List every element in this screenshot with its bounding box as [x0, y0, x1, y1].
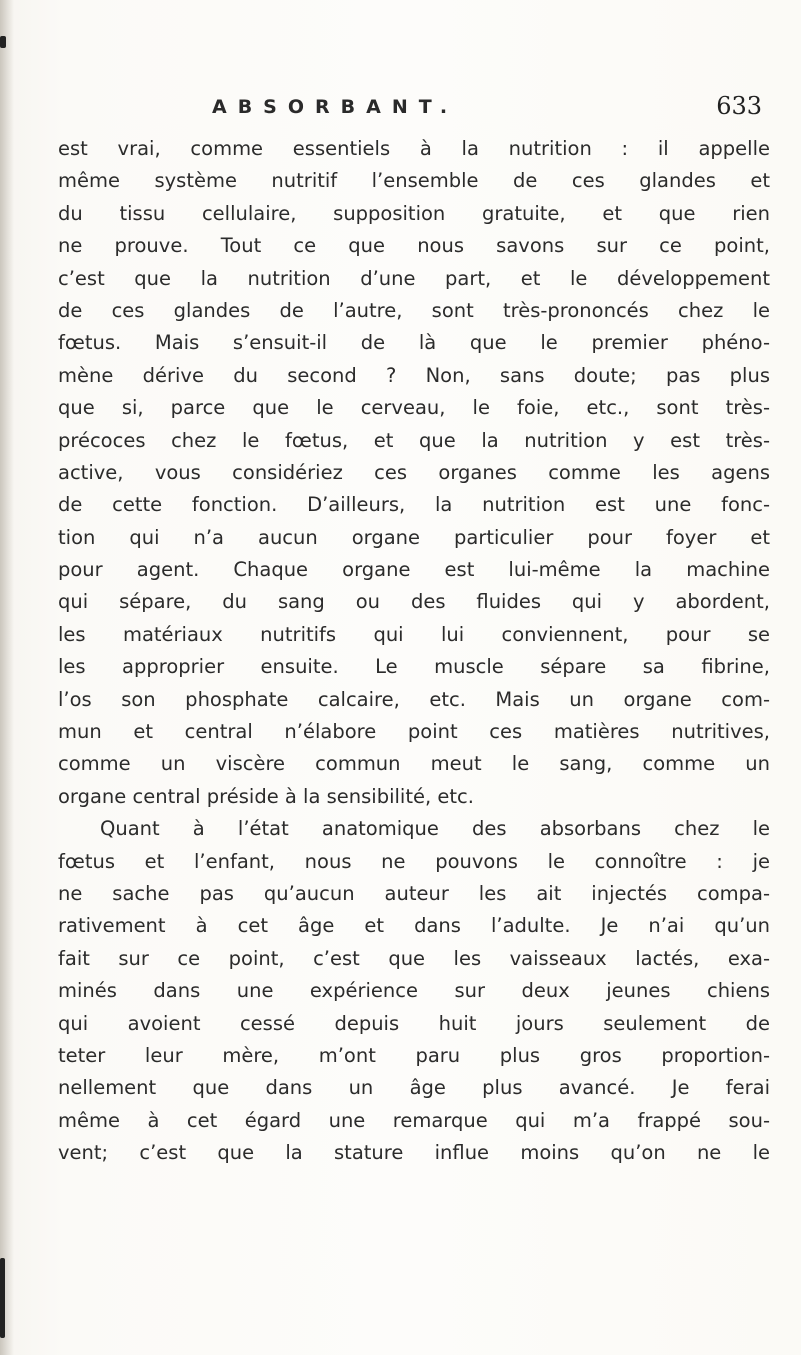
text-line: minés dans une expérience sur deux jeunes chiens	[58, 979, 770, 1003]
text-line: même système nutritif l’ensemble de ces glandes et	[58, 169, 770, 193]
text-line: l’os son phosphate calcaire, etc. Mais un organe com-	[58, 687, 770, 711]
text-line: est vrai, comme essentiels à la nutrition : il appelle	[58, 137, 770, 160]
text-line: pour agent. Chaque organe est lui-même la machine	[58, 558, 770, 582]
text-line: ne sache pas qu’aucun auteur les ait injectés compa-	[58, 881, 770, 905]
text-line: fait sur ce point, c’est que les vaisseaux lactés, exa-	[58, 946, 770, 970]
text-line: qui avoient cessé depuis huit jours seulement de	[58, 1011, 770, 1035]
text-line: teter leur mère, m’ont paru plus gros proportion-	[58, 1043, 770, 1067]
text-line: vent; c’est que la stature influe moins qu’on ne le	[58, 1141, 770, 1165]
text-line: de cette fonction. D’ailleurs, la nutrition est une fonc-	[58, 493, 770, 517]
text-line: même à cet égard une remarque qui m’a frappé sou-	[58, 1108, 770, 1132]
body-text	[58, 133, 770, 1170]
text-line: les approprier ensuite. Le muscle sépare sa fibrine,	[58, 655, 770, 679]
text-line: mun et central n’élabore point ces matières nutritives,	[58, 720, 770, 744]
text-line: fœtus. Mais s’ensuit-il de là que le premier phéno-	[58, 331, 770, 355]
margin-ink-mark	[0, 36, 6, 48]
text-line: comme un viscère commun meut le sang, comme un	[58, 752, 770, 776]
text-line: mène dérive du second ? Non, sans doute; pas plus	[58, 363, 770, 387]
gutter-shadow	[0, 0, 14, 1355]
text-line: que si, parce que le cerveau, le foie, etc., sont très-	[58, 396, 770, 420]
text-line: tion qui n’a aucun organe particulier pour foyer et	[58, 525, 770, 549]
text-line: rativement à cet âge et dans l’adulte. Je n’ai qu’un	[58, 914, 770, 938]
paragraph-end-line: organe central préside à la sensibilité, etc.	[58, 784, 474, 808]
paragraph-start-line: Quant à l’état anatomique des absorbans chez le	[100, 817, 770, 841]
text-line: précoces chez le fœtus, et que la nutrition y est très-	[58, 428, 770, 452]
page-number: 633	[716, 92, 762, 120]
text-line: les matériaux nutritifs qui lui conviennent, pour se	[58, 622, 770, 646]
running-head: ABSORBANT.	[212, 96, 459, 118]
text-line: ne prouve. Tout ce que nous savons sur ce point,	[58, 234, 770, 258]
page-header	[212, 92, 772, 136]
text-line: c’est que la nutrition d’une part, et le développement	[58, 266, 770, 290]
text-line: qui sépare, du sang ou des fluides qui y abordent,	[58, 590, 770, 614]
text-line: du tissu cellulaire, supposition gratuite, et que rien	[58, 201, 770, 225]
text-line: de ces glandes de l’autre, sont très-prononcés chez le	[58, 298, 770, 322]
margin-ink-bar	[0, 1258, 5, 1338]
text-line: active, vous considériez ces organes comme les agens	[58, 460, 770, 484]
text-line: fœtus et l’enfant, nous ne pouvons le connoître : je	[58, 849, 770, 873]
text-line: nellement que dans un âge plus avancé. Je ferai	[58, 1076, 770, 1100]
